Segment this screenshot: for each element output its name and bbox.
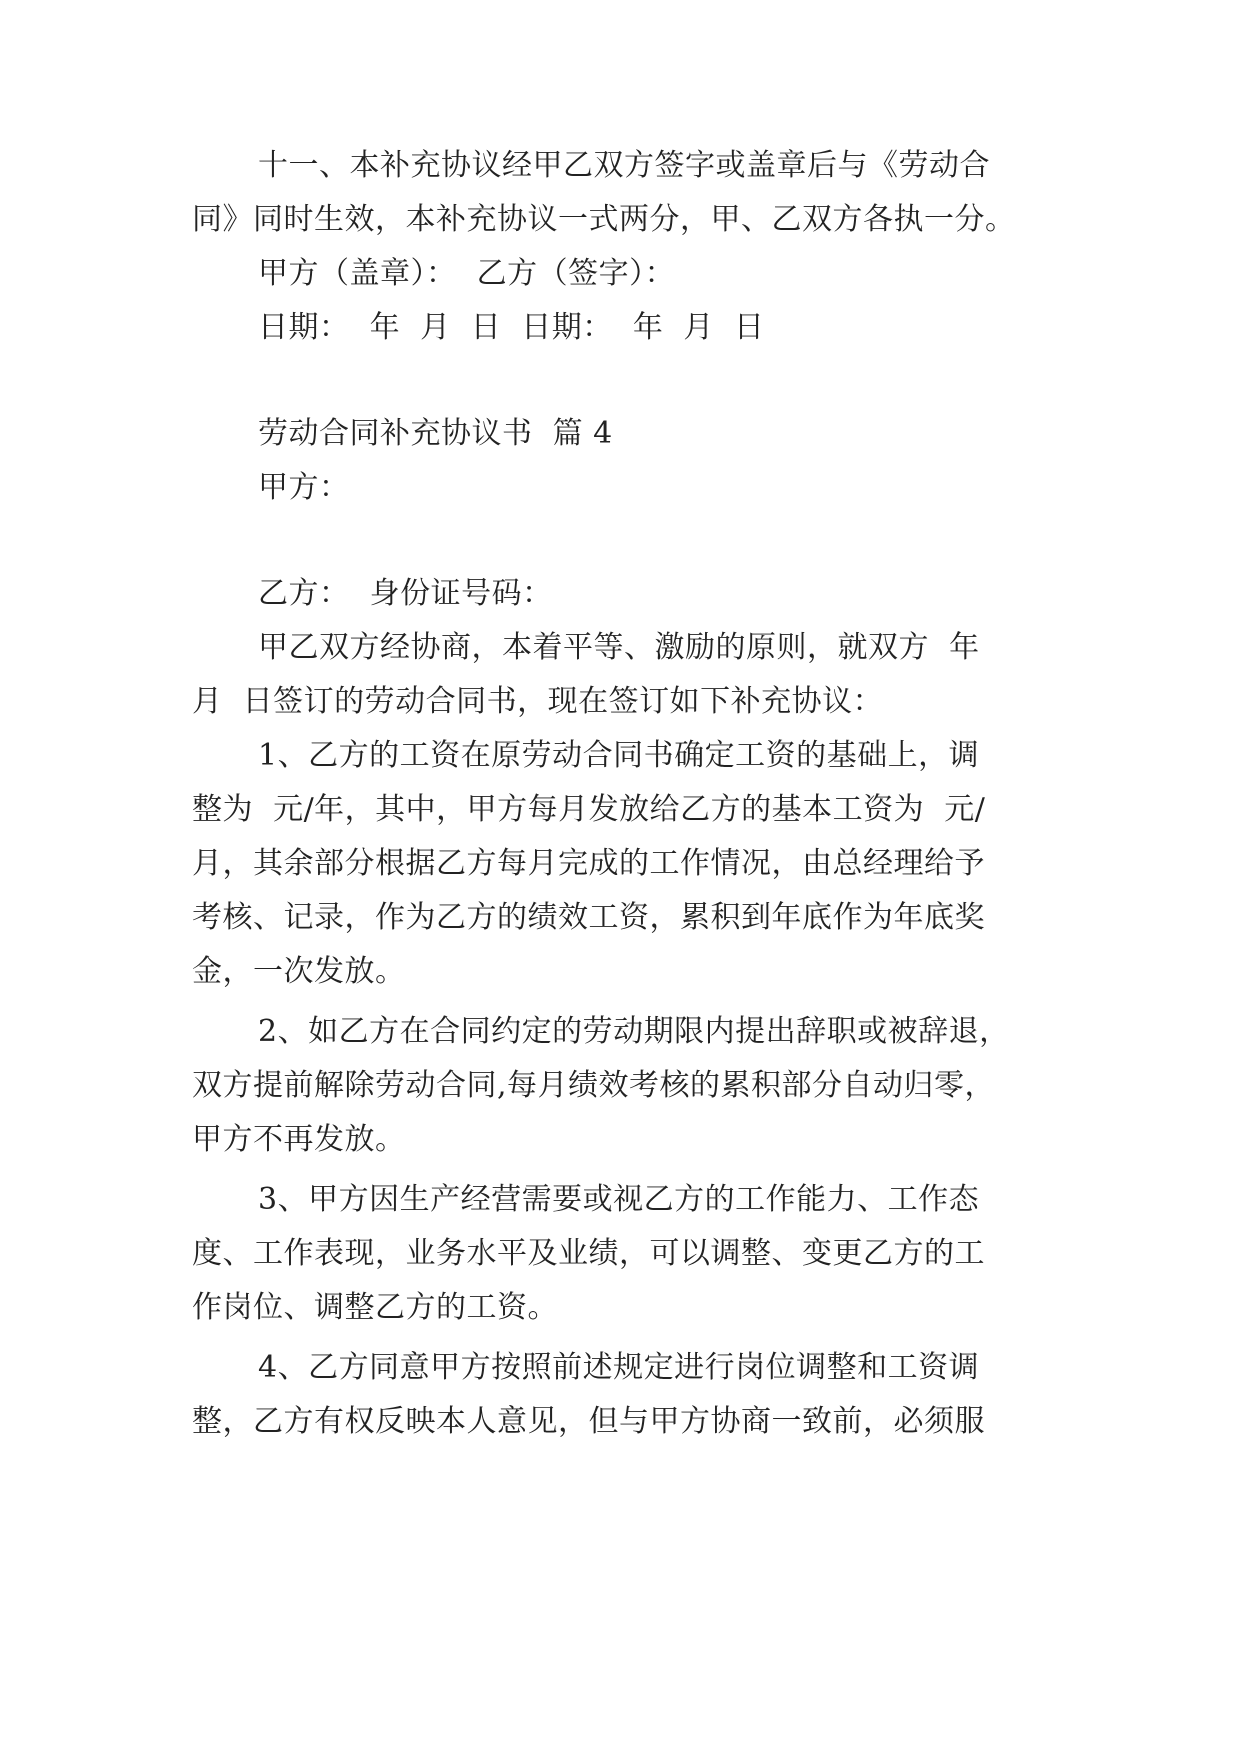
signature-line: 甲方（盖章）： 乙方（签字）： bbox=[258, 256, 676, 291]
clause-1-line-3: 月，其余部分根据乙方每月完成的工作情况，由总经理给予 bbox=[192, 846, 985, 881]
party-a-line: 甲方： bbox=[258, 470, 350, 505]
date-line: 日期： 年 月 日 日期： 年 月 日 bbox=[258, 310, 765, 345]
intro-line-2: 月 日签订的劳动合同书，现在签订如下补充协议： bbox=[192, 684, 884, 719]
party-b-line: 乙方： 身份证号码： bbox=[258, 576, 553, 611]
clause-11-line-1: 十一、本补充协议经甲乙双方签字或盖章后与《劳动合 bbox=[258, 148, 990, 183]
section-title: 劳动合同补充协议书 篇 4 bbox=[258, 416, 613, 451]
clause-3-line-3: 作岗位、调整乙方的工资。 bbox=[192, 1290, 558, 1325]
clause-1-line-2: 整为 元/年，其中，甲方每月发放给乙方的基本工资为 元/ bbox=[192, 792, 986, 827]
clause-4-line-2: 整，乙方有权反映本人意见，但与甲方协商一致前，必须服 bbox=[192, 1404, 985, 1439]
clause-2-line-2: 双方提前解除劳动合同,每月绩效考核的累积部分自动归零， bbox=[192, 1068, 996, 1103]
clause-3-line-1: 3、甲方因生产经营需要或视乙方的工作能力、工作态 bbox=[258, 1182, 980, 1217]
clause-3-line-2: 度、工作表现，业务水平及业绩，可以调整、变更乙方的工 bbox=[192, 1236, 985, 1271]
clause-1-line-4: 考核、记录，作为乙方的绩效工资，累积到年底作为年底奖 bbox=[192, 900, 985, 935]
clause-1-line-1: 1、乙方的工资在原劳动合同书确定工资的基础上，调 bbox=[258, 738, 980, 773]
intro-line-1: 甲乙双方经协商，本着平等、激励的原则，就双方 年 bbox=[258, 630, 980, 665]
clause-11-line-2: 同》同时生效，本补充协议一式两分，甲、乙双方各执一分。 bbox=[192, 202, 1016, 237]
clause-4-line-1: 4、乙方同意甲方按照前述规定进行岗位调整和工资调 bbox=[258, 1350, 980, 1385]
clause-2-line-1: 2、如乙方在合同约定的劳动期限内提出辞职或被辞退， bbox=[258, 1014, 1010, 1049]
clause-1-line-5: 金，一次发放。 bbox=[192, 954, 406, 989]
clause-2-line-3: 甲方不再发放。 bbox=[192, 1122, 406, 1157]
